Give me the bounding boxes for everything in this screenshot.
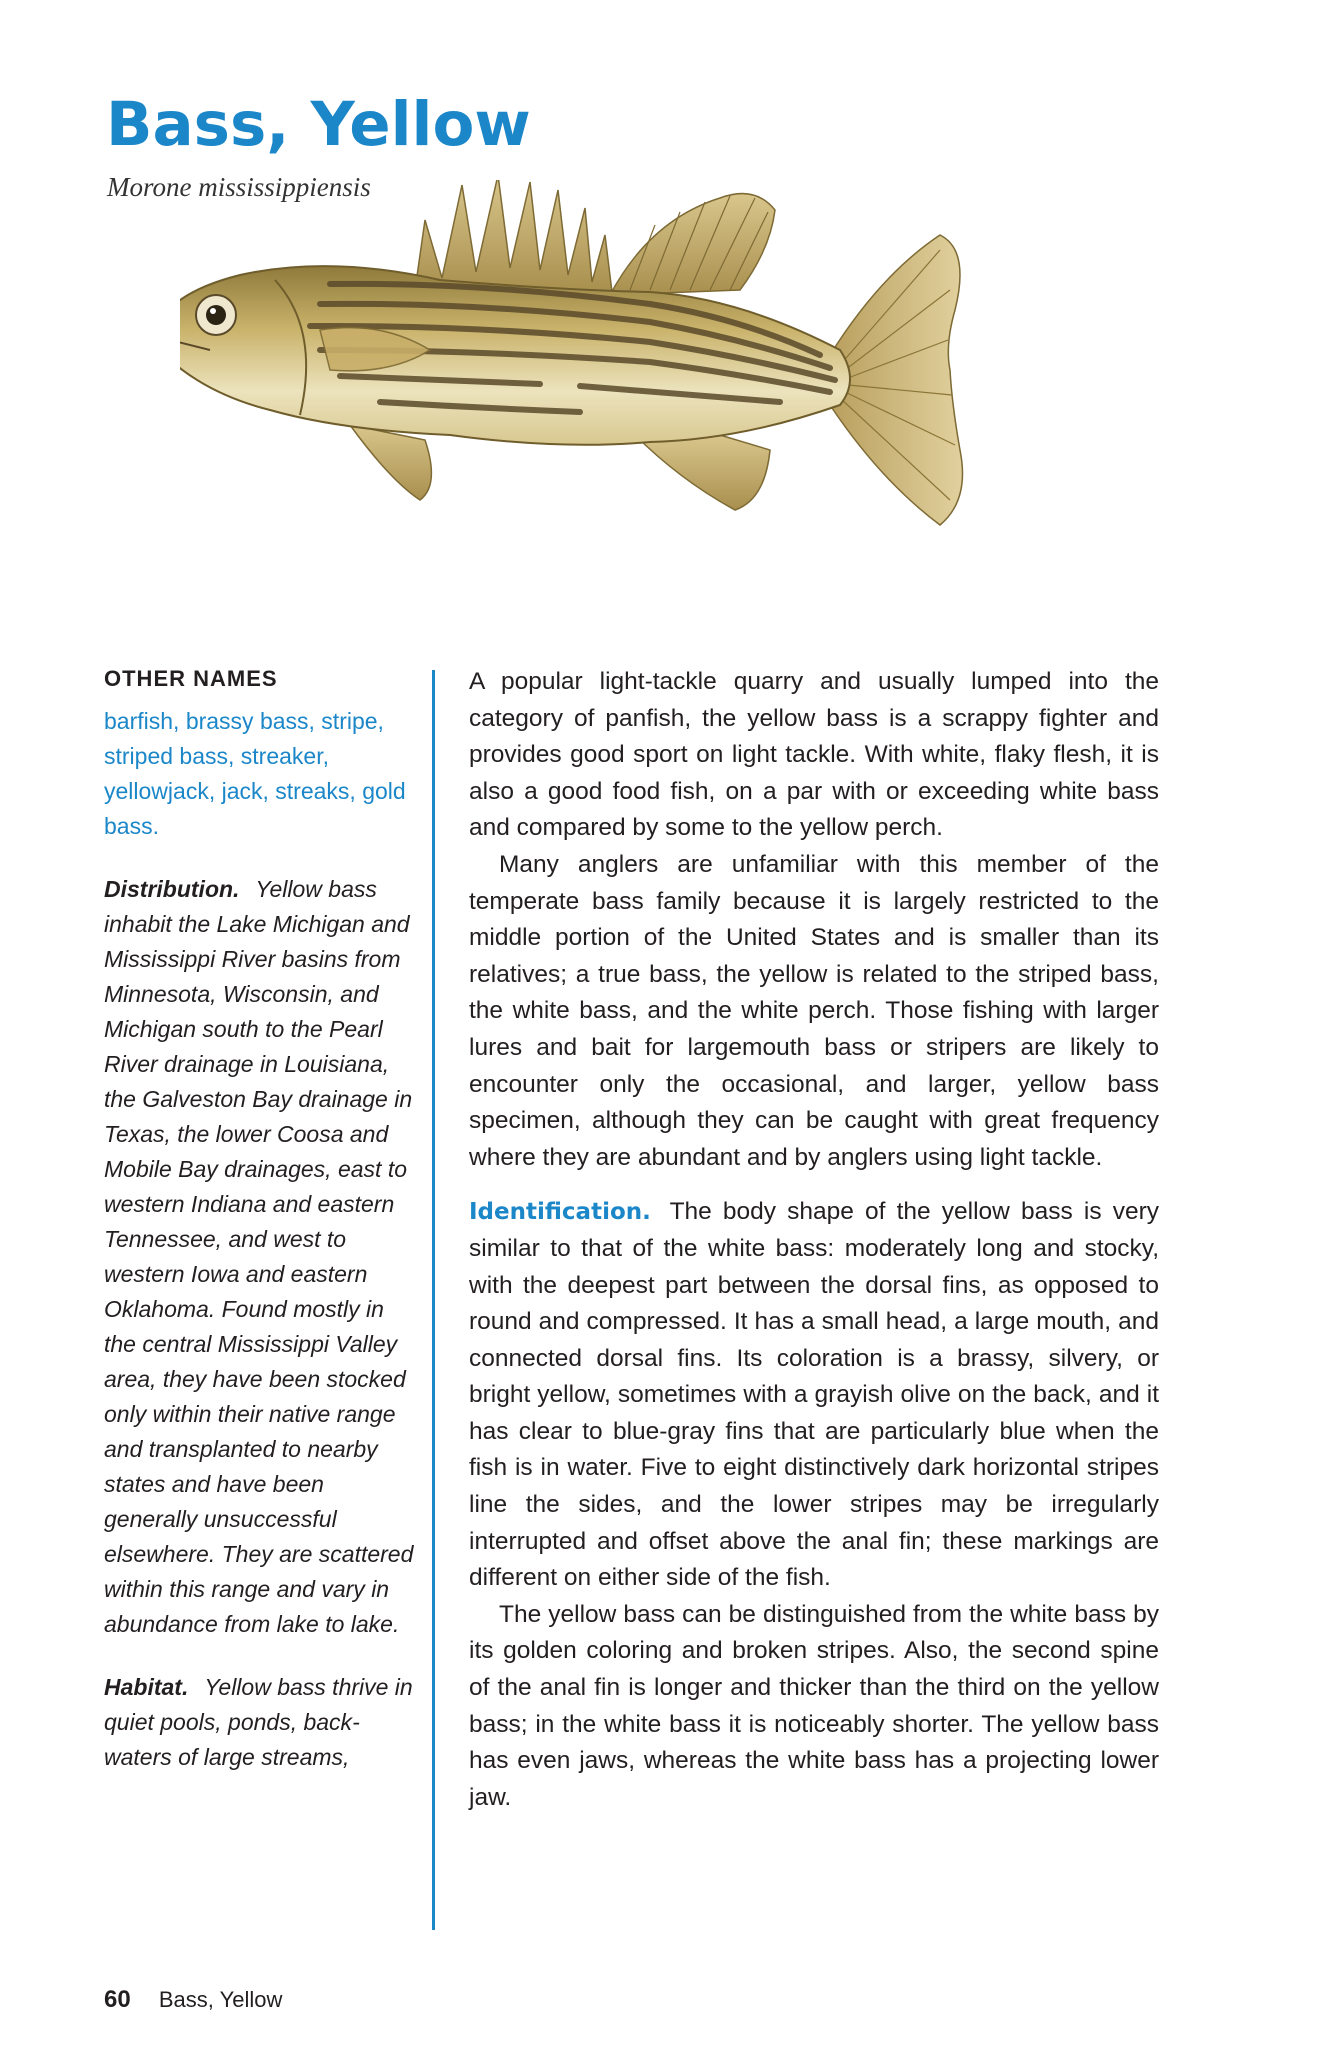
distribution-text: Yellow bass inhabit the Lake Michigan and Mississippi River basins from Minnesota, Wisconsin, and Michigan south to the Pearl River drainage in Louisiana, the Galveston Bay drainage in Texas, the lower Coosa and Mobile Bay drainages, east to western Indiana and eastern Tennessee, and west to western Iowa and eastern Oklahoma. Found mostly in the central Mississippi Valley area, they have been stocked only within their native range and transplanted to nearby states and have been generally unsuccessful elsewhere. They are scattered within this range and vary in abundance from lake to lake. xyxy=(104,876,414,1637)
identification-paragraph xyxy=(469,1194,1159,1597)
distribution-section xyxy=(104,872,414,1642)
column-divider xyxy=(432,670,435,1930)
scientific-name: Morone mississippiensis xyxy=(107,172,371,202)
page-footer xyxy=(104,1986,282,2014)
habitat-section xyxy=(104,1670,414,1775)
habitat-lead: Habitat. xyxy=(104,1674,189,1700)
page-number: 60 xyxy=(104,1986,131,2013)
other-names-heading: OTHER NAMES xyxy=(104,666,278,691)
identification-lead: Identification. xyxy=(469,1199,651,1226)
other-names-list: barfish, brassy bass, stripe, striped bass, streaker, yellowjack, jack, streaks, gold bass. xyxy=(104,708,406,839)
sidebar xyxy=(104,666,414,1803)
anal-fin xyxy=(635,435,770,510)
range-paragraph: Many anglers are unfamiliar with this member of the temperate bass family because it is largely restricted to the middle portion of the United States and is smaller than its relatives; a true bass, the yellow is related to the striped bass, the white bass, and the white perch. Those fishing with larger lures and bait for largemouth bass or stripers are likely to encounter only the occasional, and larger, yellow bass specimen, although they can be caught with great frequency where they are abundant and by anglers using light tackle. xyxy=(469,850,1159,1171)
intro-paragraph: A popular light-tackle quarry and usually lumped into the category of panfish, the yellow bass is a scrappy fighter and provides good sport on light tackle. With white, flaky flesh, it is also a good food fish, on a par with or exceeding white bass and compared by some to the yellow perch. xyxy=(469,668,1159,842)
spiny-dorsal-fin xyxy=(415,180,612,292)
page-title: Bass, Yellow xyxy=(106,89,531,160)
distribution-lead: Distribution. xyxy=(104,876,240,902)
identification-text: The body shape of the yellow bass is very similar to that of the white bass: moderately long and stocky, with the deepest part between the dorsal fins, as opposed to round and compressed. It has a small head, a large mouth, and connected dorsal fins. Its coloration is a brassy, silvery, or bright yellow, sometimes with a grayish olive on the back, and it has clear to blue-gray fins that are particularly blue when the fish is in water. Five to eight distinctively dark horizontal stripes line the sides, and the lower stripes may be irregularly interrupted and offset above the anal fin; these markings are different on either side of the fish. xyxy=(469,1198,1159,1592)
main-text xyxy=(469,664,1159,1816)
distinguishing-paragraph: The yellow bass can be distinguished from the white bass by its golden coloring and broken stripes. Also, the second spine of the anal fin is longer and thicker than the third on the yellow bass; in the white bass it is noticeably shorter. The yellow bass has even jaws, whereas the white bass has a projecting lower jaw. xyxy=(469,1600,1159,1811)
habitat-text: Yellow bass thrive in quiet pools, ponds, backwaters of large streams, xyxy=(104,1674,413,1770)
pelvic-fin xyxy=(350,425,431,500)
fish-illustration xyxy=(180,180,1060,600)
running-title: Bass, Yellow xyxy=(158,1987,283,2012)
